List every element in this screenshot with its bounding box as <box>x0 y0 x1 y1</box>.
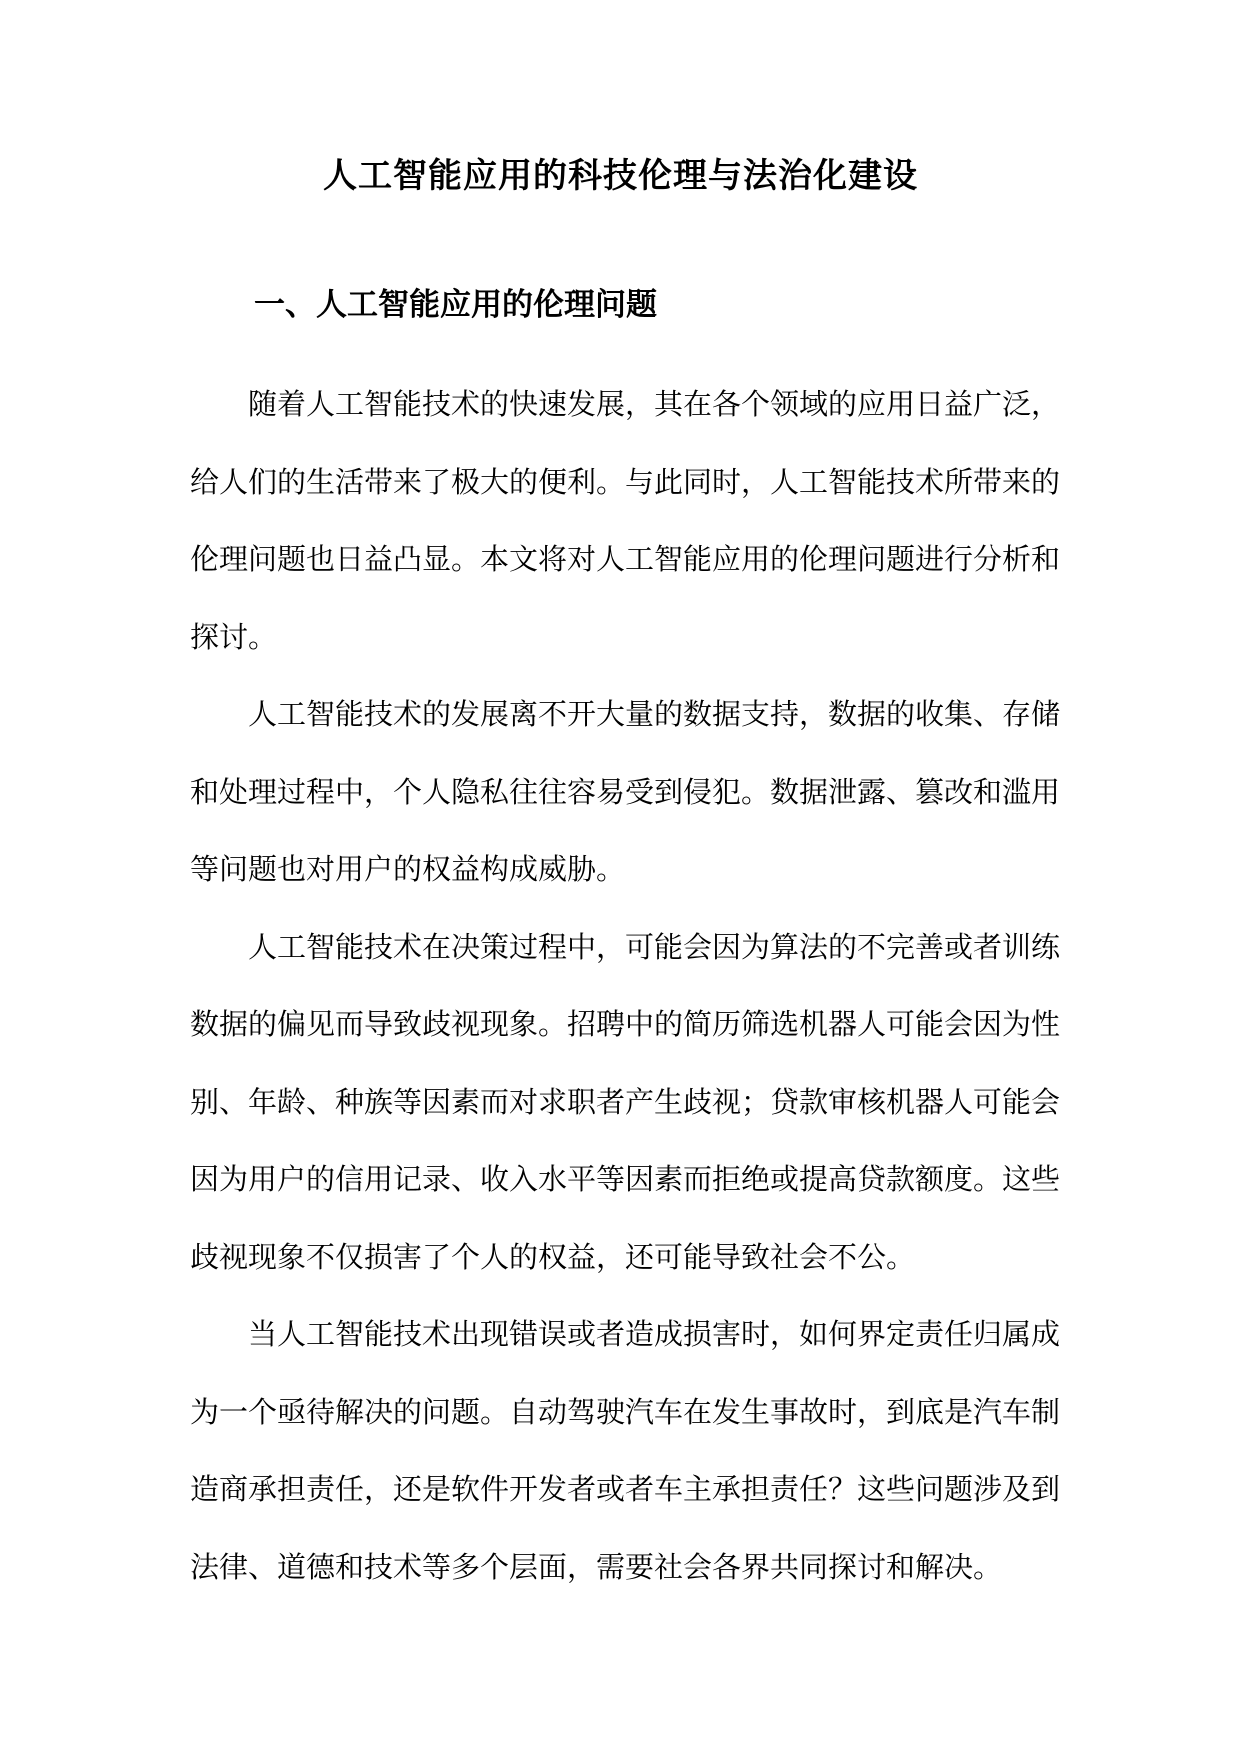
paragraph: 随着人工智能技术的快速发展，其在各个领域的应用日益广泛，给人们的生活带来了极大的便利。与此同时，人工智能技术所带来的伦理问题也日益凸显。本文将对人工智能应用的伦理问题进行分析和探讨。 <box>190 387 1061 654</box>
paragraph: 当人工智能技术出现错误或者造成损害时，如何界定责任归属成为一个亟待解决的问题。自动驾驶汽车在发生事故时，到底是汽车制造商承担责任，还是软件开发者或者车主承担责任？这些问题涉及到法律、道德和技术等多个层面，需要社会各界共同探讨和解决。 <box>190 1317 1061 1584</box>
section-body <box>190 366 1060 1606</box>
paragraph: 人工智能技术在决策过程中，可能会因为算法的不完善或者训练数据的偏见而导致歧视现象。招聘中的简历筛选机器人可能会因为性别、年龄、种族等因素而对求职者产生歧视；贷款审核机器人可能会因为用户的信用记录、收入水平等因素而拒绝或提高贷款额度。这些歧视现象不仅损害了个人的权益，还可能导致社会不公。 <box>190 929 1061 1274</box>
document-title: 人工智能应用的科技伦理与法治化建设 <box>323 156 918 196</box>
section-heading: 一、人工智能应用的伦理问题 <box>254 287 657 323</box>
paragraph: 人工智能技术的发展离不开大量的数据支持，数据的收集、存储和处理过程中，个人隐私往往容易受到侵犯。数据泄露、篡改和滥用等问题也对用户的权益构成威胁。 <box>190 697 1061 886</box>
